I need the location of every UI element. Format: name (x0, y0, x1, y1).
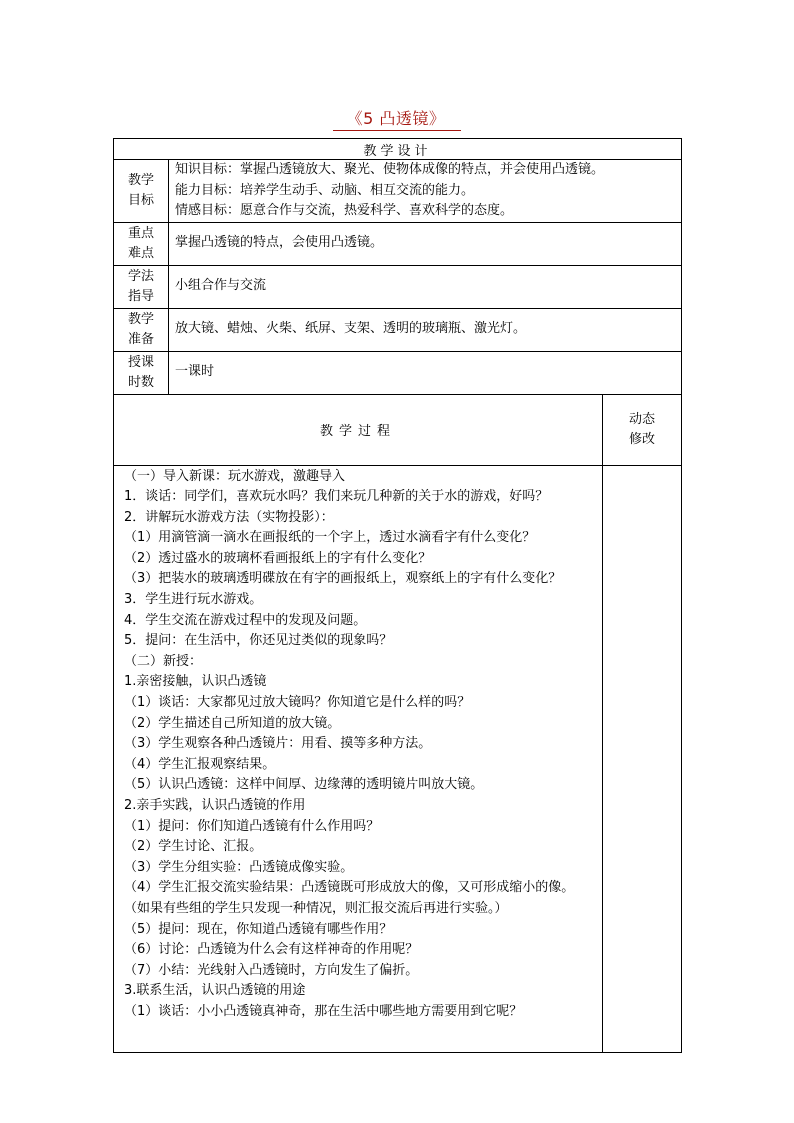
label-teaching-goals (114, 160, 169, 223)
process-line: 1.亲密接触，认识凸透镜 (124, 674, 267, 690)
process-line: 1．谈话：同学们，喜欢玩水吗？我们来玩几种新的关于水的游戏，好吗？ (124, 489, 549, 505)
process-line: （4）学生汇报观察结果。 (124, 756, 276, 772)
lesson-plan-table (113, 138, 682, 1053)
table-header: 教学设计 (114, 139, 682, 160)
dynamic-header-text: 动态修改 (628, 411, 655, 447)
row-preparation (114, 308, 682, 351)
title-text: 《5 凸透镜》 (333, 106, 462, 131)
row-process-header (114, 394, 682, 465)
process-line: （1）用滴管滴一滴水在画报纸的一个字上，透过水滴看字有什么变化？ (124, 530, 536, 546)
process-line: （6）讨论：凸透镜为什么会有这样神奇的作用呢？ (124, 942, 419, 958)
label-study-guide (114, 265, 169, 308)
process-line: （3）学生观察各种凸透镜片：用看、摸等多种方法。 (124, 736, 432, 752)
process-line: （2）学生描述自己所知道的放大镜。 (124, 715, 341, 731)
cell-class-hours: 一课时 (169, 351, 682, 394)
process-line: （1）提问：你们知道凸透镜有什么作用吗？ (124, 818, 380, 834)
label-class-hours (114, 351, 169, 394)
process-line: 2.亲手实践，认识凸透镜的作用 (124, 798, 306, 813)
row-teaching-goals (114, 160, 682, 223)
process-line: （5）提问：现在，你知道凸透镜有哪些作用？ (124, 921, 393, 937)
row-key-points (114, 222, 682, 265)
row-class-hours (114, 351, 682, 394)
label-teaching-goals-text: 教学目标 (127, 172, 154, 208)
process-line: （4）学生汇报交流实验结果：凸透镜既可形成放大的像，又可形成缩小的像。 (124, 880, 575, 896)
dynamic-notes-cell (603, 465, 682, 1052)
label-preparation (114, 308, 169, 351)
process-line: 5．提问：在生活中，你还见过类似的现象吗？ (124, 633, 393, 649)
process-line: （1）谈话：小小凸透镜真神奇，那在生活中哪些地方需要用到它呢？ (124, 1003, 523, 1019)
goal-knowledge: 知识目标：掌握凸透镜放大、聚光、使物体成像的特点，并会使用凸透镜。 (175, 162, 605, 177)
process-line: （如果有些组的学生只发现一种情况，则汇报交流后再进行实验。） (124, 900, 508, 916)
goal-emotion: 情感目标：愿意合作与交流，热爱科学、喜欢科学的态度。 (175, 203, 514, 218)
process-line: （3）学生分组实验：凸透镜成像实验。 (124, 859, 354, 875)
dynamic-header (603, 394, 682, 465)
label-key-points-text: 重点难点 (127, 225, 154, 261)
row-study-guide (114, 265, 682, 308)
process-line: 2．讲解玩水游戏方法（实物投影）： (124, 509, 334, 525)
cell-teaching-goals (169, 160, 682, 223)
process-line: （7）小结：光线射入凸透镜时，方向发生了偏折。 (124, 962, 419, 978)
process-line: （2）透过盛水的玻璃杯看画报纸上的字有什么变化？ (124, 550, 432, 566)
process-line: （3）把装水的玻璃透明碟放在有字的画报纸上，观察纸上的字有什么变化？ (124, 571, 562, 587)
label-class-hours-text: 授课时数 (127, 354, 154, 390)
document-title (0, 106, 794, 131)
cell-key-points: 掌握凸透镜的特点，会使用凸透镜。 (169, 222, 682, 265)
label-study-guide-text: 学法指导 (127, 268, 154, 304)
goal-ability: 能力目标：培养学生动手、动脑、相互交流的能力。 (175, 182, 475, 198)
process-line: 3.联系生活，认识凸透镜的用途 (124, 983, 306, 999)
row-process-body (114, 465, 682, 1052)
process-line: 4．学生交流在游戏过程中的发现及问题。 (124, 612, 367, 628)
process-line: （5）认识凸透镜：这样中间厚、边缘薄的透明镜片叫放大镜。 (124, 777, 484, 793)
label-preparation-text: 教学准备 (127, 311, 154, 347)
cell-preparation: 放大镜、蜡烛、火柴、纸屏、支架、透明的玻璃瓶、激光灯。 (169, 308, 682, 351)
process-line: （一）导入新课：玩水游戏，激趣导入 (124, 468, 346, 484)
label-key-points (114, 222, 169, 265)
process-line: 3．学生进行玩水游戏。 (124, 592, 263, 608)
process-header: 教学过程 (114, 394, 603, 465)
process-line: （2）学生讨论、汇报。 (124, 839, 263, 855)
process-line: （二）新授： (124, 653, 203, 669)
process-steps (114, 465, 603, 1052)
cell-study-guide: 小组合作与交流 (169, 265, 682, 308)
process-line: （1）谈话：大家都见过放大镜吗？你知道它是什么样的吗？ (124, 695, 471, 711)
